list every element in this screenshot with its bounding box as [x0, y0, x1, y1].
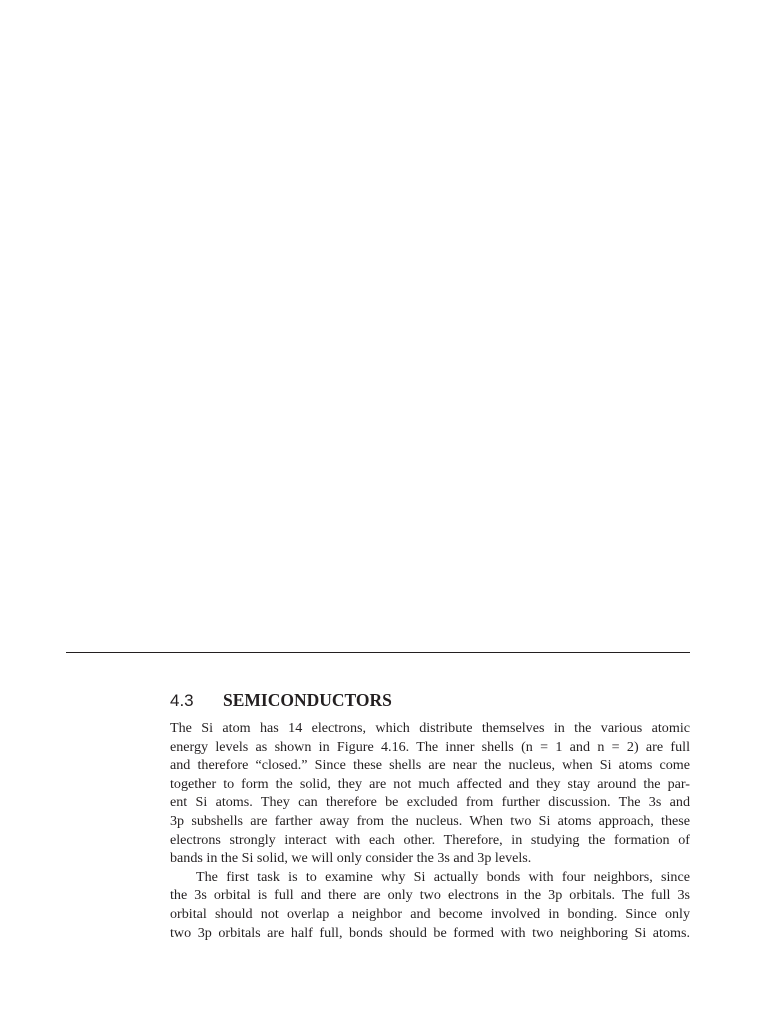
text-line: energy levels as shown in Figure 4.16. The inner shells (n = 1 and n = 2) are full: [170, 738, 690, 755]
text-line: and therefore “closed.” Since these shells are near the nucleus, when Si atoms come: [170, 757, 690, 774]
text-line: The first task is to examine why Si actually bonds with four neighbors, since: [196, 868, 690, 885]
header-rule: [66, 652, 690, 653]
text-line: ent Si atoms. They can therefore be excluded from further discussion. The 3s and: [170, 794, 690, 811]
paragraph-1: [170, 719, 690, 868]
text-line: The Si atom has 14 electrons, which distribute themselves in the various atomic: [170, 720, 690, 736]
text-line: two 3p orbitals are half full, bonds should be formed with two neighboring Si atoms.: [170, 924, 690, 941]
body-text: [170, 719, 690, 942]
section-number: 4.3: [170, 691, 194, 710]
section-heading: [170, 688, 690, 712]
text-line: the 3s orbital is full and there are only two electrons in the 3p orbitals. The full 3s: [170, 887, 690, 904]
text-line: bands in the Si solid, we will only consider the 3s and 3p levels.: [170, 850, 532, 867]
text-line: 3p subshells are farther away from the nucleus. When two Si atoms approach, these: [170, 812, 690, 829]
text-line: orbital should not overlap a neighbor and become involved in bonding. Since only: [170, 905, 690, 922]
section-title: SEMICONDUCTORS: [223, 690, 392, 710]
paragraph-2: [170, 868, 690, 942]
text-line: electrons strongly interact with each other. Therefore, in studying the formation of: [170, 831, 690, 848]
text-line: together to form the solid, they are not much affected and they stay around the par-: [170, 775, 690, 792]
